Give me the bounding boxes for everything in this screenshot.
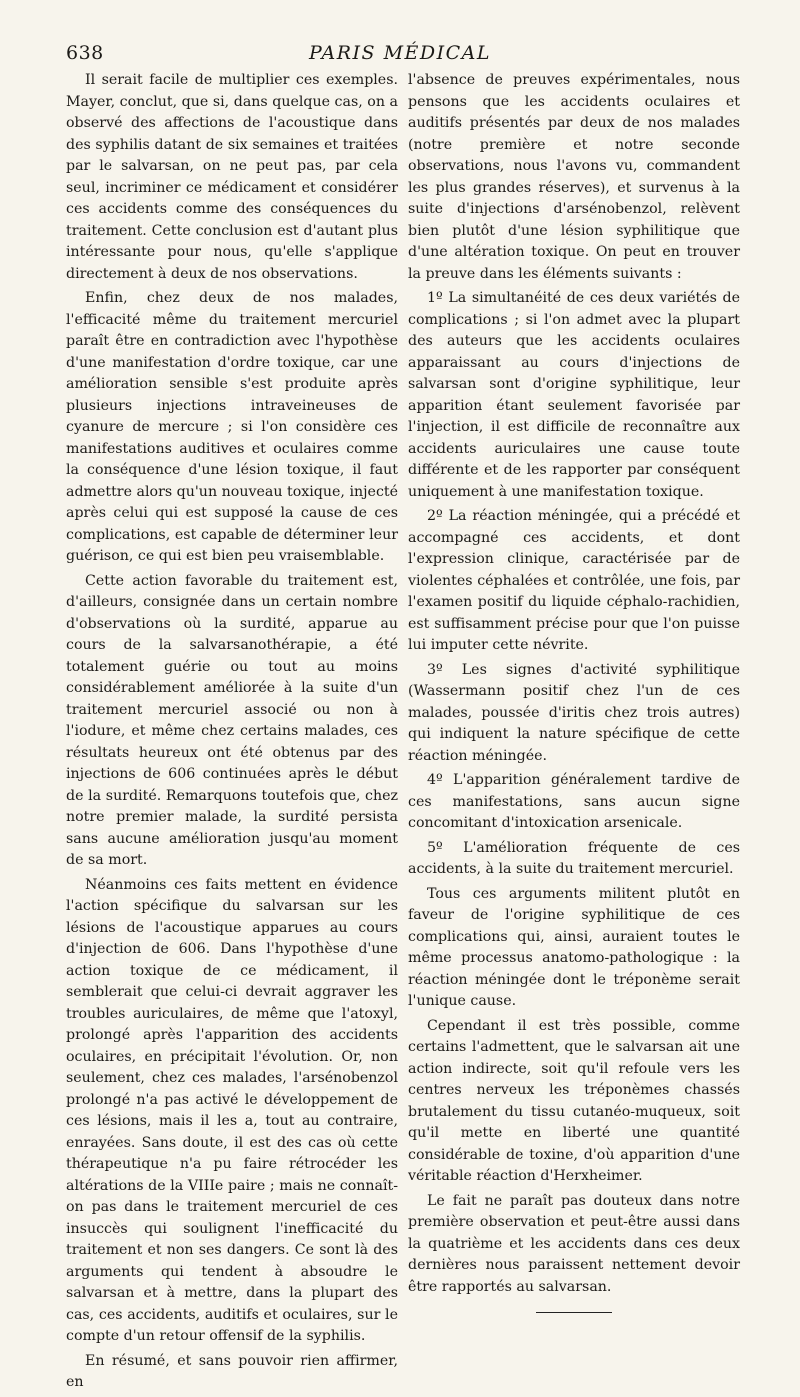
paragraph: Cependant il est très possible, comme certains l'admettent, que le salvarsan ait une action indirecte, soit qu'il refoule vers les centres nerveux les tréponèmes chassés brutalement du tissu cutanéo-muqueux, soit qu'il mette en liberté une quantité considérable de toxine, d'où apparition d'une véritable réaction d'Herxheimer. — [408, 1017, 740, 1184]
paragraph-point-2: 2º La réaction méningée, qui a précédé et accompagné ces accidents, et dont l'expression clinique, caractérisée par de violentes céphalées et contrôlée, une fois, par l'examen positif du liquide céphalo-rachidien, est suffisamment précise pour que l'on puisse lui imputer cette névrite. — [408, 508, 740, 653]
page-header — [66, 42, 734, 68]
paragraph-point-1: 1º La simultanéité de ces deux variétés de complications ; si l'on admet avec la plupart des auteurs que les accidents oculaires apparaissant au cours d'injections de salvarsan sont d'origine syphilitique, leur apparition étant seulement favorisée par l'injection, il est difficile de reconnaître aux accidents auriculaires une cause toute différente et de les rapporter par conséquent uniquement à une manifestation toxique. — [408, 290, 740, 500]
paragraph-point-5: 5º L'amélioration fréquente de ces accidents, à la suite du traitement mercuriel. — [408, 839, 740, 877]
running-title: PARIS MÉDICAL — [308, 42, 492, 64]
paragraph: Néanmoins ces faits mettent en évidence l'action spécifique du salvarsan sur les lésions de l'acoustique apparues au cours d'injection de 606. Dans l'hypothèse d'une action toxique de ce médicament, il semblerait que celui-ci devrait aggraver les troubles auriculaires, de même que l'atoxyl, prolongé après l'apparition des accidents oculaires, en précipitait l'évolution. Or, non seulement, chez ces malades, l'arsénobenzol prolongé n'a pas activé le développement de ces lésions, mais il les a, tout au contraire, enrayées. Sans doute, il est des cas où cette thérapeutique n'a pu faire rétrocéder les altérations de la VIIIe paire ; mais ne connaît-on pas dans le traitement mercuriel de ces insuccès qui soulignent l'inefficacité du traitement et non ses dangers. Ce sont là des arguments qui tendent à absoudre le salvarsan et à mettre, dans la plupart des cas, ces accidents, auditifs et oculaires, sur le compte d'un retour offensif de la syphilis. — [66, 876, 398, 1344]
paragraph: En résumé, et sans pouvoir rien affirmer, en — [66, 1352, 398, 1390]
page-number: 638 — [66, 42, 104, 64]
paragraph-continuation: l'absence de preuves expérimentales, nous pensons que les accidents oculaires et auditifs présentés par deux de nos malades (notre première et notre seconde observations, nous l'avons vu, commandent les plus grandes réserves), et survenus à la suite d'injections d'arsénobenzol, relèvent bien plutôt d'une lésion syphilitique que d'une altération toxique. On peut en trouver la preuve dans les éléments suivants : — [408, 72, 740, 282]
paragraph-point-3: 3º Les signes d'activité syphilitique (Wassermann positif chez l'un de ces malades, poussée d'iritis chez trois autres) qui indiquent la nature spécifique de cette réaction méningée. — [408, 661, 740, 764]
paragraph: Le fait ne paraît pas douteux dans notre première observation et peut-être aussi dans la quatrième et les accidents dans ces deux dernières nous paraissent nettement devoir être rapportés au salvarsan. — [408, 1192, 740, 1295]
left-column — [66, 70, 398, 1397]
paragraph: Il serait facile de multiplier ces exemples. Mayer, conclut, que si, dans quelque cas, on a observé des affections de l'acoustique dans des syphilis datant de six semaines et traitées par le salvarsan, on ne peut pas, par cela seul, incriminer ce médicament et considérer ces accidents comme des conséquences du traitement. Cette conclusion est d'autant plus intéressante pour nous, qu'elle s'applique directement à deux de nos observations. — [66, 72, 398, 282]
paragraph-point-4: 4º L'apparition généralement tardive de ces manifestations, sans aucun signe concomitant d'intoxication arsenicale. — [408, 772, 740, 831]
paragraph: Enfin, chez deux de nos malades, l'efficacité même du traitement mercuriel paraît être en contradiction avec l'hypothèse d'une manifestation d'ordre toxique, car une amélioration sensible s'est produite après plusieurs injections intraveineuses de cyanure de mercure ; si l'on considère ces manifestations auditives et oculaires comme la conséquence d'une lésion toxique, il faut admettre alors qu'un nouveau toxique, injecté après celui qui est supposé la cause de ces complications, est capable de déterminer leur guérison, ce qui est bien peu vraisemblable. — [66, 290, 398, 564]
end-rule — [536, 1312, 612, 1313]
paragraph: Cette action favorable du traitement est, d'ailleurs, consignée dans un certain nombre d'observations où la surdité, apparue au cours de la salvarsanothérapie, a été totalement guérie ou tout au moins considérablement améliorée à la suite d'un traitement mercuriel associé ou non à l'iodure, et même chez certains malades, ces résultats heureux ont été obtenus par des injections de 606 continuées après le début de la surdité. Remarquons toutefois que, chez notre premier malade, la surdité persista sans aucune amélioration jusqu'au moment de sa mort. — [66, 572, 398, 868]
paragraph: Tous ces arguments militent plutôt en faveur de l'origine syphilitique de ces complications qui, ainsi, auraient toutes le même processus anatomo-pathologique : la réaction méningée dont le tréponème serait l'unique cause. — [408, 885, 740, 1009]
right-column — [408, 70, 740, 1313]
